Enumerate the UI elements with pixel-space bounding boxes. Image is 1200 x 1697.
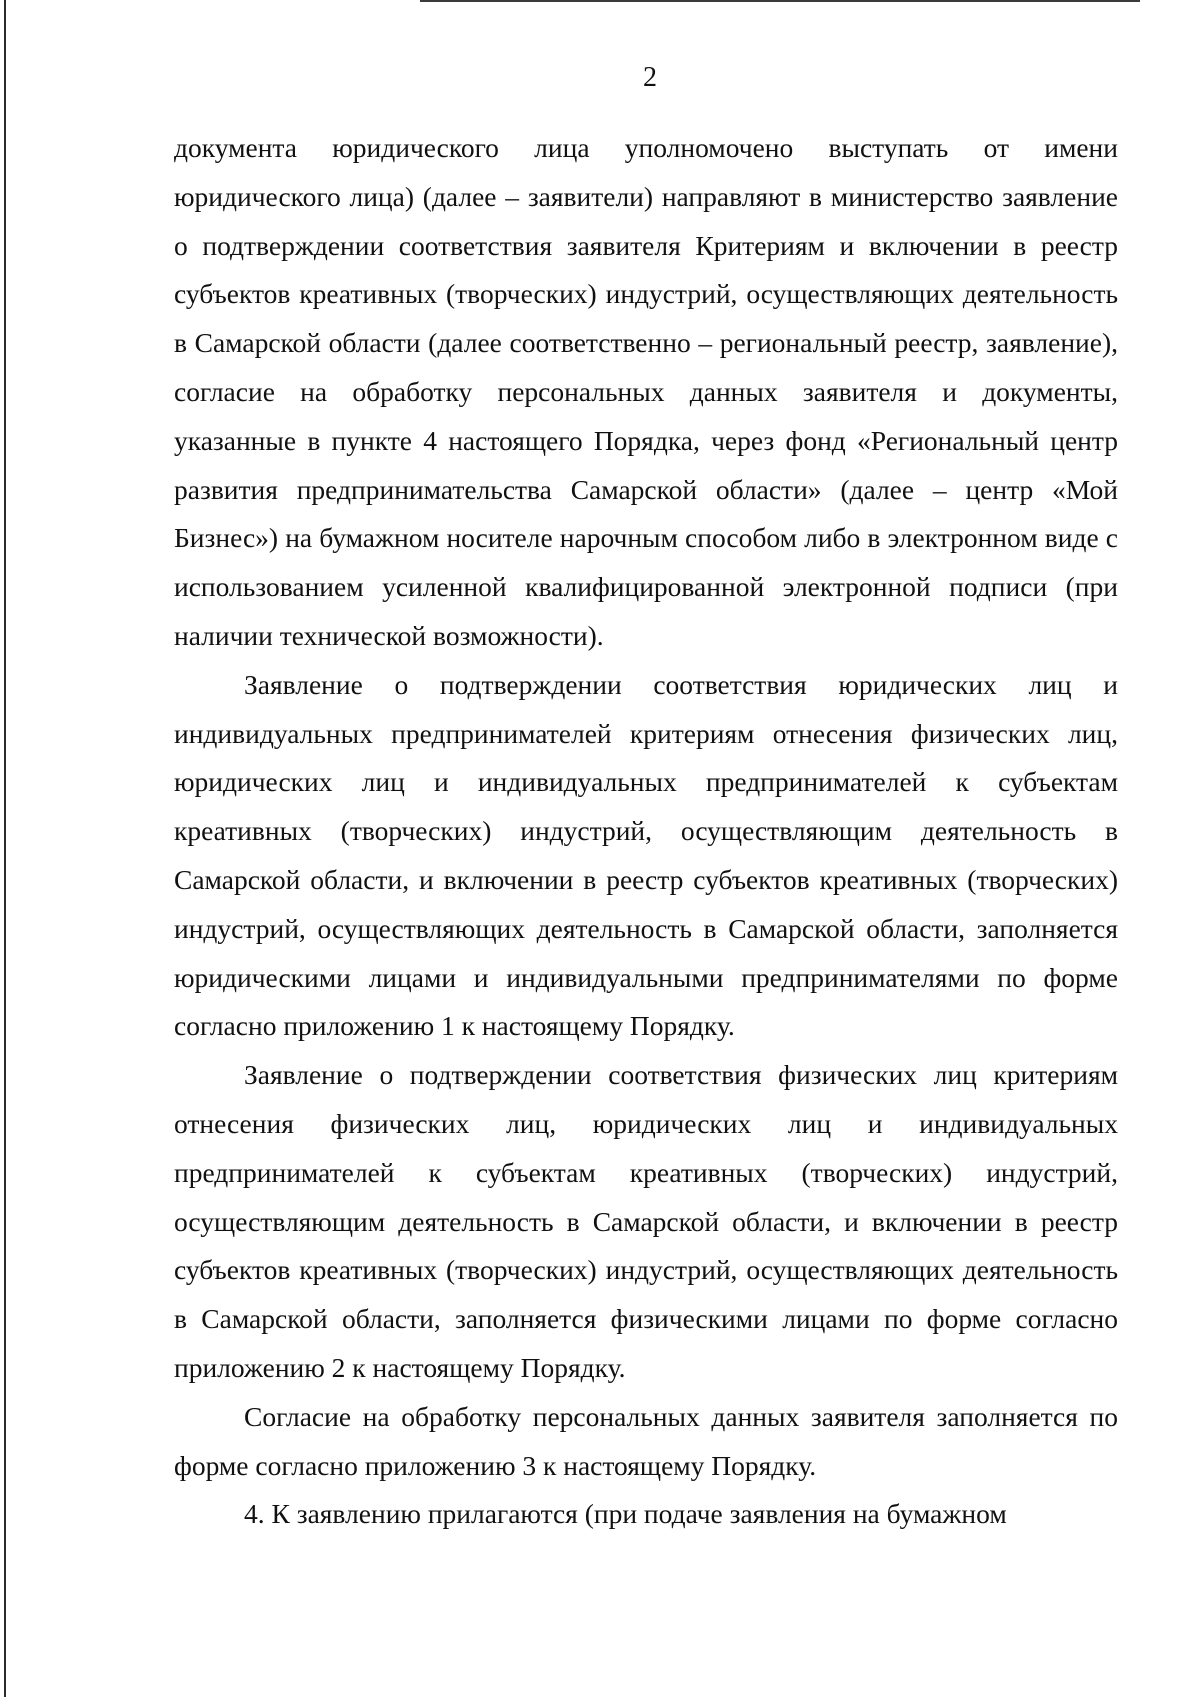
document-body [174,124,1118,1539]
scan-edge-top [420,0,1140,2]
paragraph-item-4: 4. К заявлению прилагаются (при подаче заявления на бумажном [244,1498,1007,1530]
paragraph-continuation: документа юридического лица уполномочено выступать от имени юридического лица) (далее – заявители) направляют в министерство заявление о подтверждении соответствия заявителя Критериям и включении в реестр субъектов креативных (творческих) индустрий, осуществляющих деятельность в Самарской области (далее соответственно – региональный реестр, заявление), согласие на обработку персональных данных заявителя и документы, указанные в пункте 4 настоящего Порядка, через фонд «Региональный центр развития предпринимательства Самарской области» (далее – центр «Мой Бизнес») на бумажном носителе нарочным способом либо в электронном виде с использованием усиленной квалифицированной электронной подписи (при наличии технической возможности). [174,132,1118,651]
paragraph-individuals-application: Заявление о подтверждении соответствия физических лиц критериям отнесения физических лиц, юридических лиц и индивидуальных предпринимателей к субъектам креативных (творческих) индустрий, осуществляющим деятельность в Самарской области, и включении в реестр субъектов креативных (творческих) индустрий, осуществляющих деятельность в Самарской области, заполняется физическими лицами по форме согласно приложению 2 к настоящему Порядку. [174,1059,1118,1383]
scan-edge-left [4,0,6,1697]
paragraph-legal-entities-application: Заявление о подтверждении соответствия юридических лиц и индивидуальных предпринимателей критериям отнесения физических лиц, юридических лиц и индивидуальных предпринимателей к субъектам креативных (творческих) индустрий, осуществляющим деятельность в Самарской области, и включении в реестр субъектов креативных (творческих) индустрий, осуществляющих деятельность в Самарской области, заполняется юридическими лицами и индивидуальными предпринимателями по форме согласно приложению 1 к настоящему Порядку. [174,668,1118,1042]
paragraph-personal-data-consent: Согласие на обработку персональных данных заявителя заполняется по форме согласно приложению 3 к настоящему Порядку. [174,1400,1118,1481]
page-number: 2 [643,62,657,93]
